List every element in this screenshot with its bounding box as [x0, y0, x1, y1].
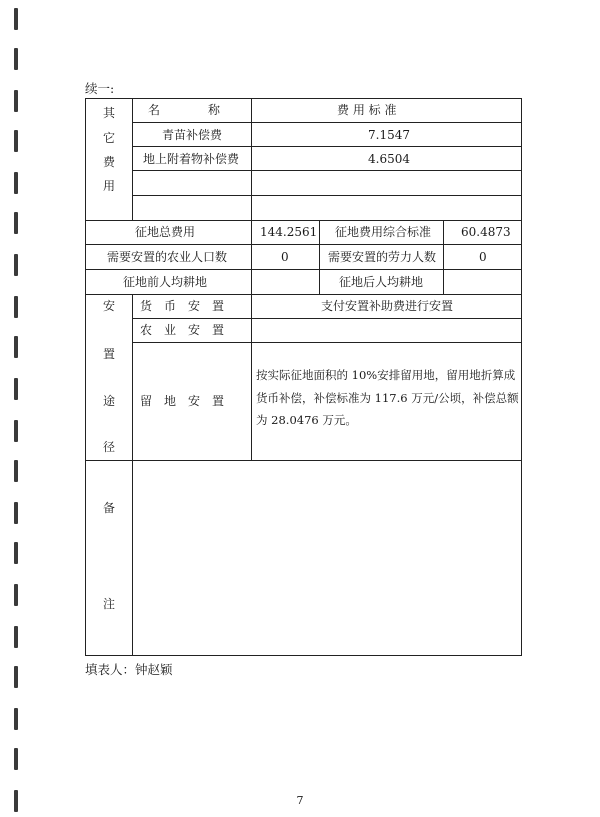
resettlement-side-char: 安	[102, 299, 115, 313]
agri-population-label: 需要安置的农业人口数	[107, 250, 228, 264]
agri-resettlement-label: 农 业 安 置	[140, 323, 225, 337]
composite-standard-value: 60.4873	[461, 225, 511, 239]
total-fee-value: 144.2561	[260, 225, 318, 239]
remarks-side-char: 注	[102, 597, 115, 611]
agri-population-value: 0	[281, 250, 289, 264]
remarks-side-char: 备	[102, 501, 115, 515]
item-value: 7.1547	[368, 128, 410, 142]
labor-count-value: 0	[479, 250, 487, 264]
other-fees-side-char: 它	[102, 131, 115, 145]
other-fees-side-char: 费	[102, 155, 115, 169]
item-value: 4.6504	[368, 152, 410, 166]
labor-count-label: 需要安置的劳力人数	[328, 250, 437, 264]
currency-resettlement-label: 货 币 安 置	[140, 299, 225, 313]
arable-after-label: 征地后人均耕地	[339, 275, 424, 289]
continuation-label: 续一:	[85, 81, 115, 96]
reserved-land-resettlement-value: 按实际征地面积的 10%安排留用地，留用地折算成货币补偿，补偿标准为 117.6 万元/公顷，补偿总额为 28.0476 万元。	[256, 368, 519, 427]
arable-before-label: 征地前人均耕地	[123, 275, 208, 289]
other-fees-side-char: 其	[102, 106, 115, 120]
composite-standard-label: 征地费用综合标准	[335, 225, 432, 239]
item-name: 地上附着物补偿费	[143, 152, 240, 166]
currency-resettlement-value: 支付安置补助费进行安置	[321, 299, 454, 313]
name-column-header: 名 称	[148, 103, 221, 117]
item-name: 青苗补偿费	[162, 128, 223, 142]
resettlement-side-char: 置	[102, 347, 115, 361]
form-filler: 填表人：钟赵颖	[85, 662, 173, 677]
standard-column-header: 费 用 标 准	[337, 103, 397, 117]
resettlement-side-char: 途	[102, 394, 115, 408]
resettlement-side-char: 径	[102, 440, 115, 454]
other-fees-side-char: 用	[102, 179, 115, 193]
binding-holes	[14, 0, 26, 817]
reserved-land-resettlement-label: 留 地 安 置	[140, 394, 225, 408]
total-fee-label: 征地总费用	[135, 225, 196, 239]
page-number: 7	[296, 794, 304, 807]
